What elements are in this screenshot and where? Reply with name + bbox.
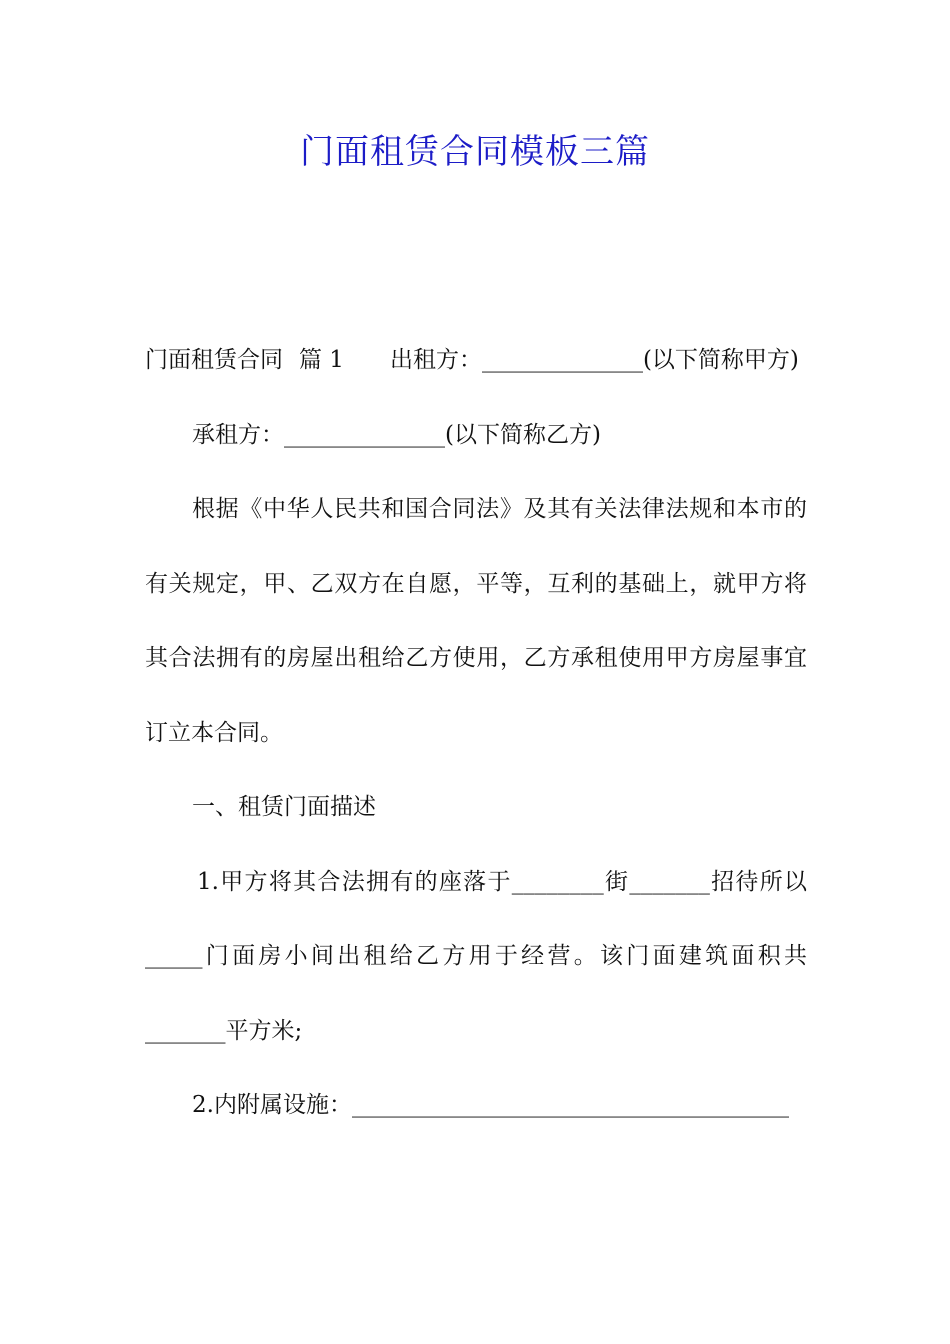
contract-heading: 门面租赁合同 — [145, 347, 283, 373]
section-heading-description: 一、租赁门面描述 — [192, 794, 376, 820]
section-label: 篇 1 — [299, 347, 344, 373]
clause-2-facilities: 2.内附属设施：______________________________________ — [192, 1092, 789, 1118]
paragraph-lessor — [145, 323, 807, 398]
paragraph-lessee: 承租方：______________(以下简称乙方) — [192, 421, 601, 448]
lessor-clause: 出租方：______________(以下简称甲方) — [389, 347, 799, 373]
paragraph-legal-basis: 根据《中华人民共和国合同法》及其有关法律法规和本市的有关规定，甲、乙双方在自愿，平等，互利的基础上，就甲方将其合法拥有的房屋出租给乙方使用，乙方承租使用甲方房屋事宜订立本合同。 — [145, 496, 807, 746]
clause-1-location: 1.甲方将其合法拥有的座落于________街_______招待所以_____门面房小间出租给乙方用于经营。该门面建筑面积共_______平方米; — [145, 868, 807, 1044]
document-body — [145, 323, 807, 1143]
document-title: 门面租赁合同模板三篇 — [300, 132, 650, 172]
